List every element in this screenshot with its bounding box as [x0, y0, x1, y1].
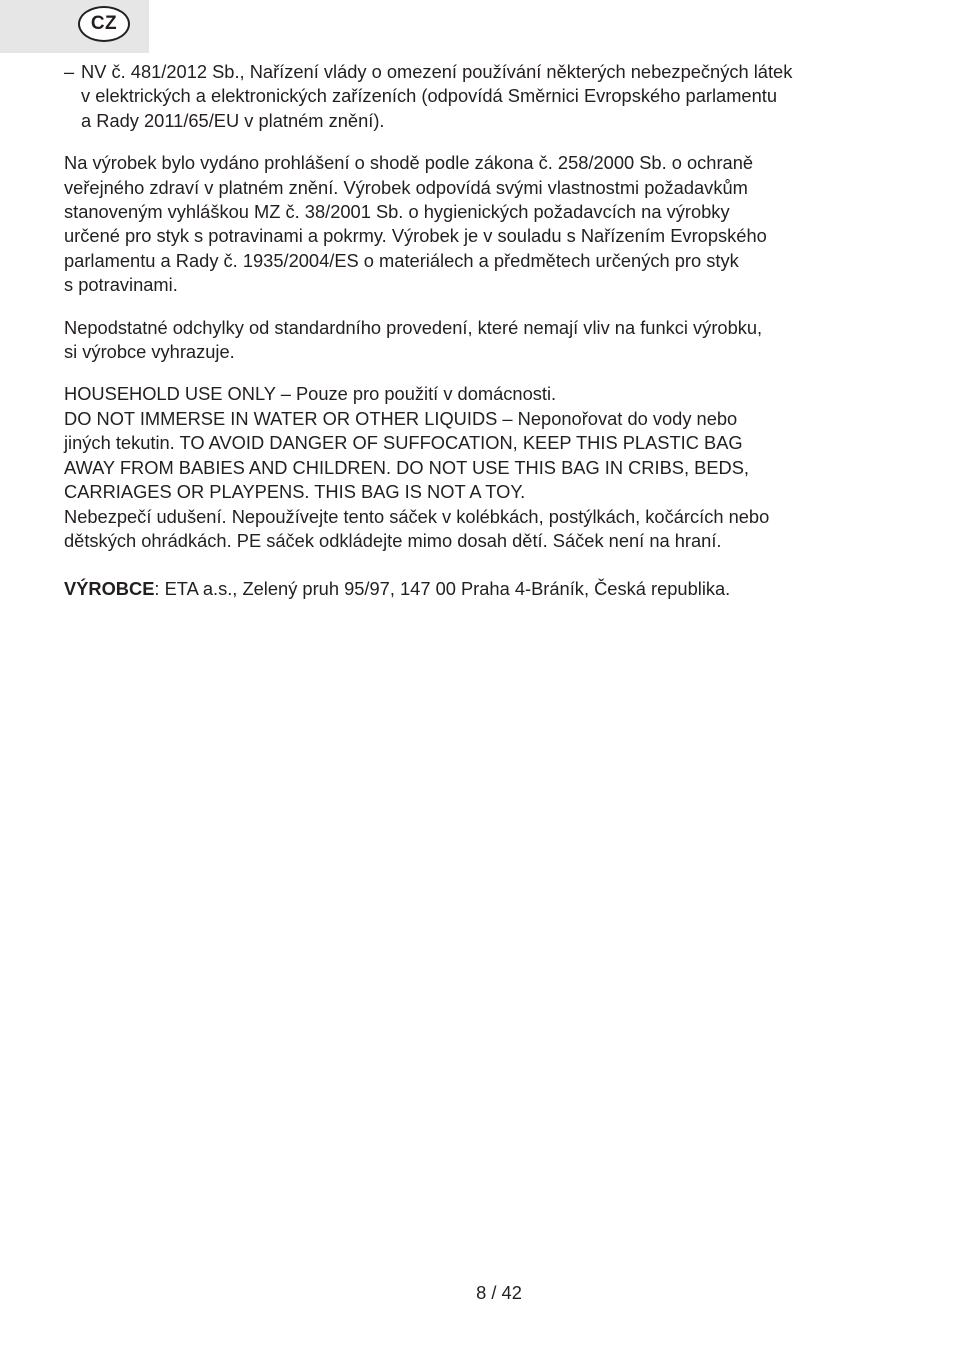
list-dash: – [64, 61, 75, 82]
manufacturer-paragraph [64, 577, 894, 601]
document-body [64, 60, 894, 602]
manufacturer-text: : ETA a.s., Zelený pruh 95/97, 147 00 Praha 4-Bráník, Česká republika. [154, 578, 731, 600]
page-number: 8 / 42 [476, 1282, 522, 1303]
conformity-paragraph: Na výrobek bylo vydáno prohlášení o shodě podle zákona č. 258/2000 Sb. o ochraně veřejného zdraví v platném znění. Výrobek odpovídá svými vlastnostmi požadavkům stanoveným vyhláškou MZ č. 38/2001 Sb. o hygienických požadavcích na výrobky určené pro styk s potravinami a pokrmy. Výrobek je v souladu s Nařízením Evropského parlamentu a Rady č. 1935/2004/ES o materiálech a předmětech určených pro styk s potravinami. [64, 152, 767, 296]
list-item [64, 60, 894, 133]
warnings-paragraph: HOUSEHOLD USE ONLY – Pouze pro použití v domácnosti. DO NOT IMMERSE IN WATER OR OTHER LIQUIDS – Neponořovat do vody nebo jiných tekutin. TO AVOID DANGER OF SUFFOCATION, KEEP THIS PLASTIC BAG AWAY FROM BABIES AND CHILDREN. DO NOT USE THIS BAG IN CRIBS, BEDS, CARRIAGES OR PLAYPENS. THIS BAG IS NOT A TOY. Nebezpečí udušení. Nepoužívejte tento sáček v kolébkách, postýlkách, kočárcích nebo dětských ohrádkách. PE sáček odkládejte mimo dosah dětí. Sáček není na hraní. [64, 383, 770, 551]
list-item-text: NV č. 481/2012 Sb., Nařízení vlády o omezení používání některých nebezpečných látek v elektrických a elektronických zařízeních (odpovídá Směrnici Evropského parlamentu a Rady 2011/65/EU v platném znění). [81, 61, 793, 131]
manufacturer-label: VÝROBCE [64, 578, 155, 600]
language-tab [0, 0, 149, 53]
deviations-paragraph: Nepodstatné odchylky od standardního provedení, které nemají vliv na funkci výrobku, si výrobce vyhrazuje. [64, 316, 763, 363]
language-badge: CZ [78, 6, 130, 42]
